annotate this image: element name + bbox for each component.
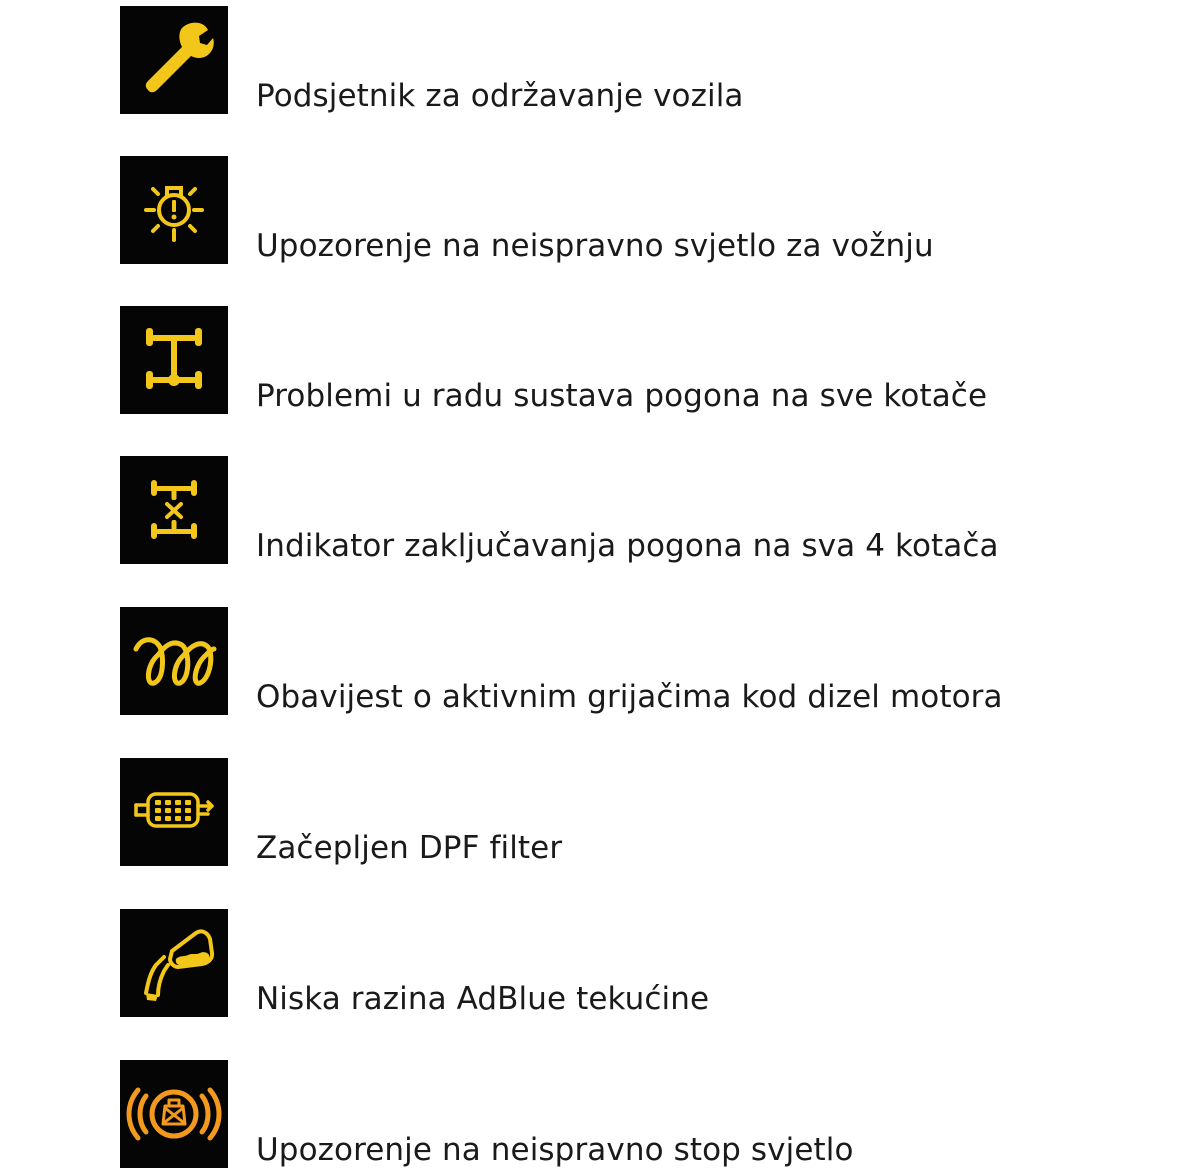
indicator-label: Obavijest o aktivnim grijačima kod dizel motora — [256, 679, 1003, 715]
indicator-row-brake-light — [120, 1060, 1160, 1168]
dpf-filter-icon — [120, 758, 228, 866]
4wd-lock-icon — [120, 456, 228, 564]
awd-drivetrain-icon — [120, 306, 228, 414]
adblue-icon — [120, 909, 228, 1017]
glow-plug-icon — [120, 607, 228, 715]
indicator-label: Indikator zaključavanja pogona na sva 4 kotača — [256, 528, 999, 564]
indicator-label: Začepljen DPF filter — [256, 830, 563, 866]
indicator-row-maintenance — [120, 6, 1160, 114]
indicator-label: Problemi u radu sustava pogona na sve kotače — [256, 378, 988, 414]
indicator-row-awd-problem — [120, 306, 1160, 414]
wrench-icon — [120, 6, 228, 114]
indicator-label: Upozorenje na neispravno stop svjetlo — [256, 1132, 854, 1168]
indicator-row-glow-plugs — [120, 607, 1160, 715]
indicator-row-4wd-lock — [120, 456, 1160, 564]
faulty-bulb-icon — [120, 156, 228, 264]
brake-light-fault-icon — [120, 1060, 228, 1168]
indicator-row-faulty-light — [120, 156, 1160, 264]
indicator-label: Niska razina AdBlue tekućine — [256, 981, 710, 1017]
indicator-label: Podsjetnik za održavanje vozila — [256, 78, 744, 114]
indicator-label: Upozorenje na neispravno svjetlo za vožnju — [256, 228, 934, 264]
indicator-row-adblue — [120, 909, 1160, 1017]
indicator-row-dpf — [120, 758, 1160, 866]
